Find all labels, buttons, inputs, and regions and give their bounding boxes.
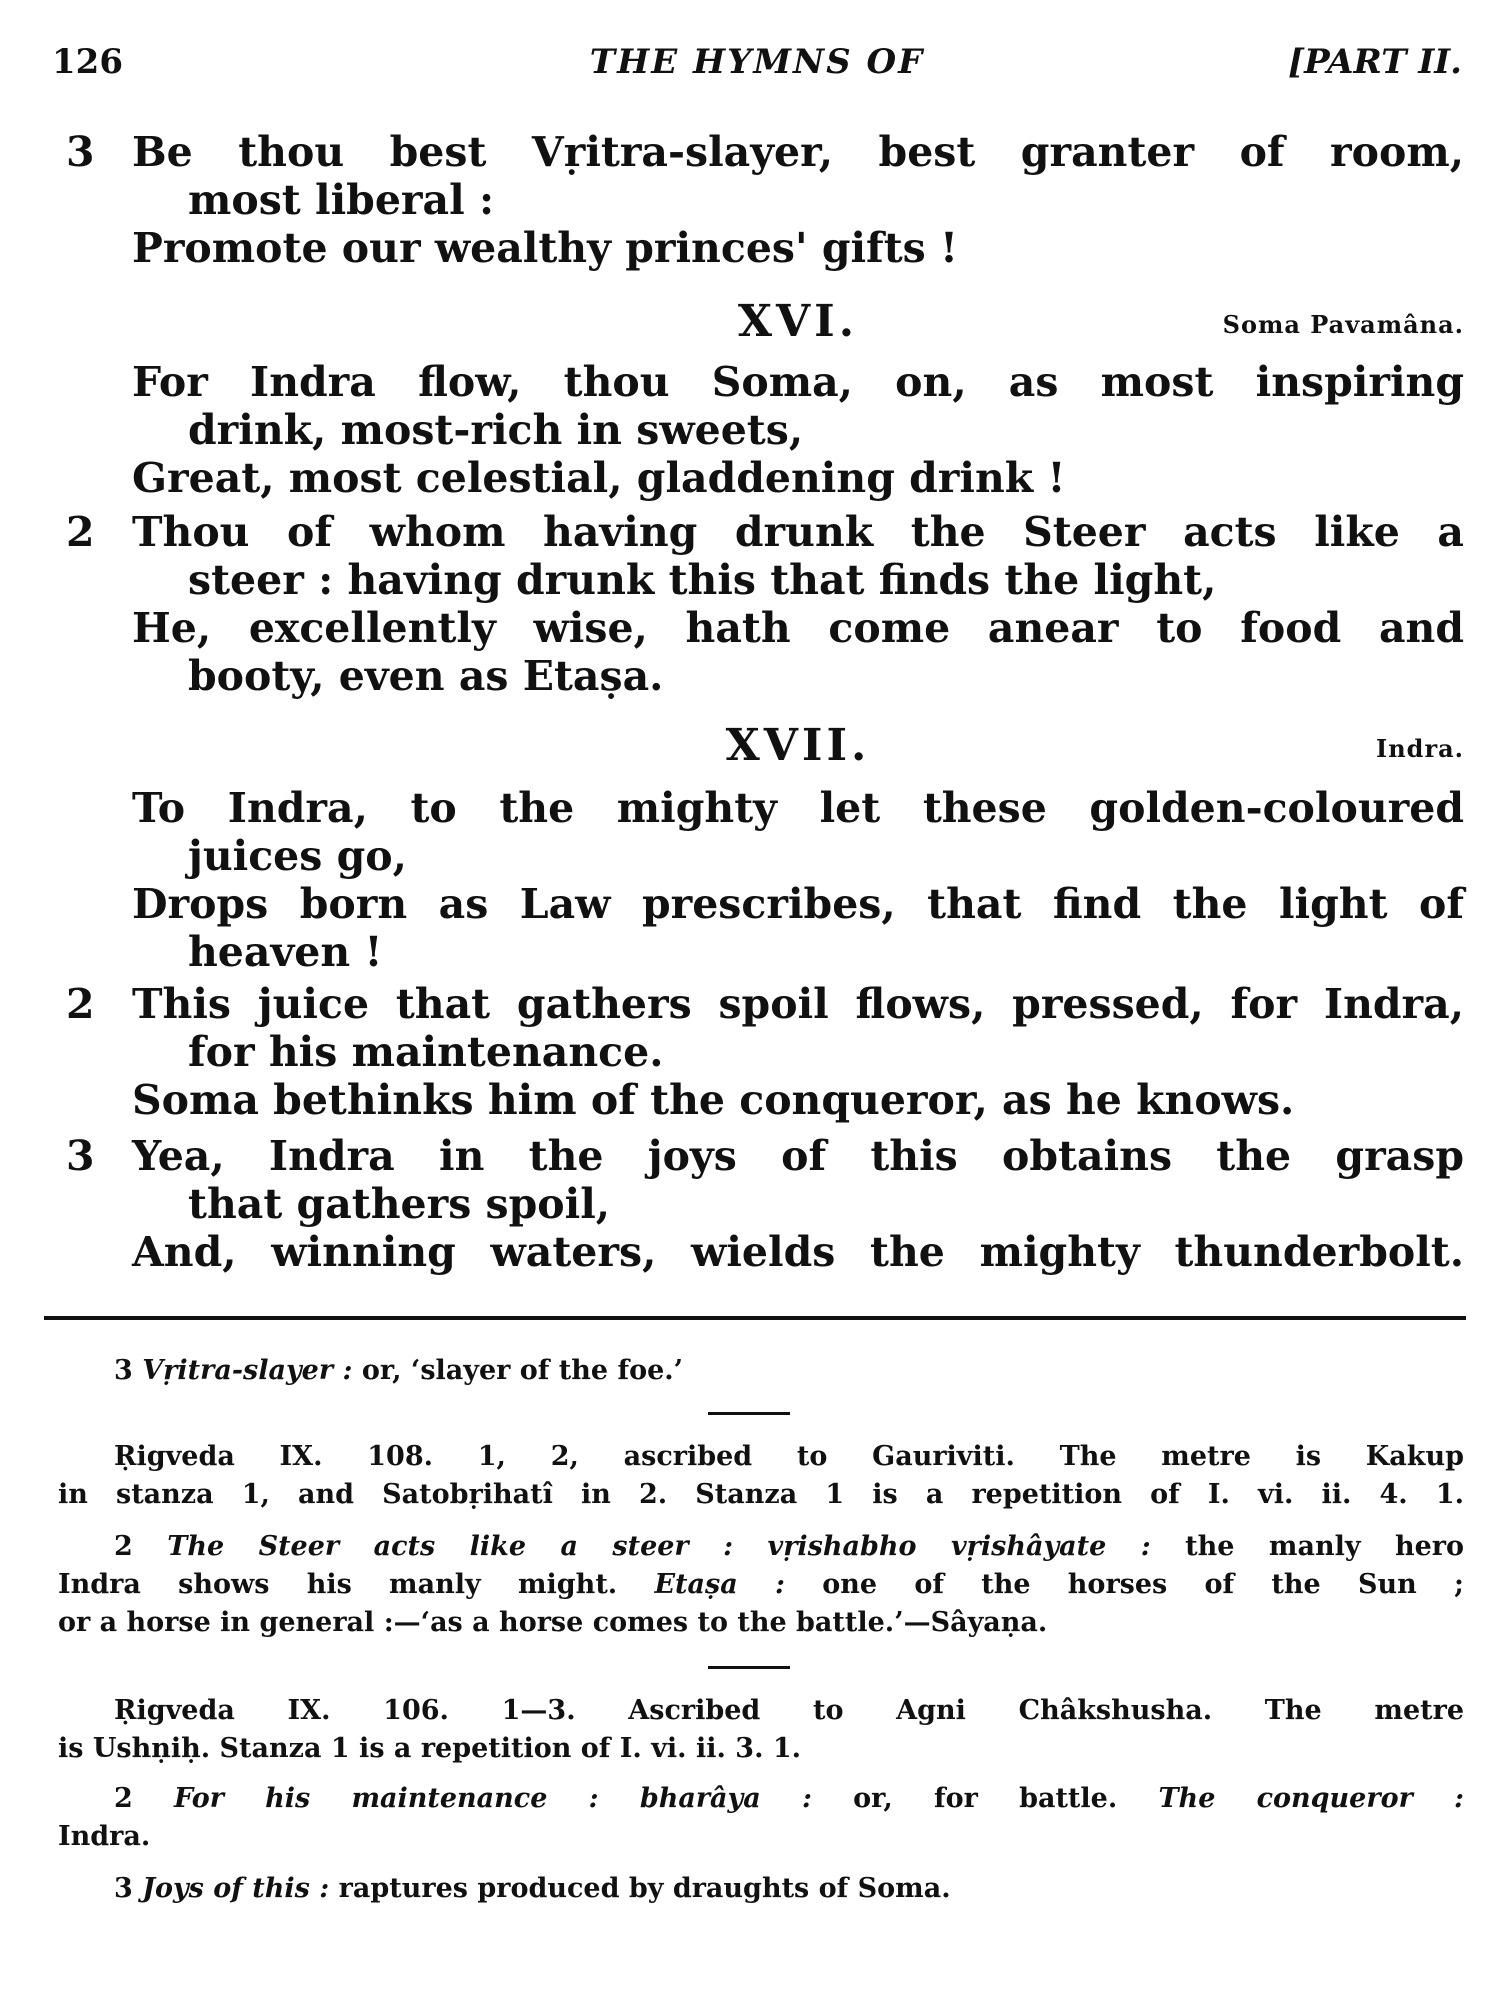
note-sanskrit: bharâya : [639, 1783, 812, 1814]
hymn-deity: Soma Pavamâna. [1222, 310, 1464, 339]
stanza-prev-3 [66, 128, 1464, 272]
verse-line-continuation: for his maintenance. [188, 1028, 664, 1076]
verse-line-continuation: that gathers spoil, [188, 1180, 611, 1228]
note-line: Indra. [58, 1821, 151, 1852]
note-term: For his maintenance : [174, 1783, 599, 1814]
note-number: 2 [114, 1531, 133, 1562]
verse-line-continuation: most liberal : [188, 176, 495, 224]
note-line: or a horse in general :—‘as a horse comes to the battle.’—Sâyaṇa. [58, 1607, 1048, 1638]
hymn-16-stanza-1 [66, 358, 1464, 502]
verse-line: Drops born as Law prescribes, that find the light of [132, 880, 1464, 928]
footnote-2 [58, 1438, 1464, 1514]
verse-line: Great, most celestial, gladdening drink ! [132, 454, 1066, 502]
verse-line: Be thou best Vṛitra-slayer, best granter of room, [132, 128, 1464, 176]
verse-line: Yea, Indra in the joys of this obtains the grasp [132, 1132, 1464, 1180]
note-text: the manly hero [1185, 1531, 1465, 1562]
verse-line: This juice that gathers spoil flows, pressed, for Indra, [132, 980, 1464, 1028]
verse-line: To Indra, to the mighty let these golden-coloured [132, 784, 1464, 832]
footnote-5 [58, 1780, 1464, 1856]
note-line: is Ushṇiḥ. Stanza 1 is a repetition of I. vi. ii. 3. 1. [58, 1733, 802, 1764]
hymn-17-stanza-1 [66, 784, 1464, 976]
hymn-numeral: XVII. [725, 720, 871, 771]
note-term: Vṛitra-slayer : [142, 1355, 353, 1386]
stanza-number: 2 [66, 508, 95, 556]
stanza-number: 3 [66, 128, 95, 176]
stanza-number: 3 [66, 1132, 95, 1180]
section-divider [708, 1666, 790, 1669]
footnote-6 [58, 1870, 1464, 1908]
note-line: Ṛigveda IX. 106. 1—3. Ascribed to Agni Châkshusha. The metre [114, 1695, 1464, 1726]
hymn-deity: Indra. [1375, 734, 1464, 763]
section-divider [708, 1412, 790, 1415]
note-sanskrit: vṛishabho vṛishâyate : [767, 1531, 1151, 1562]
hymn-17-stanza-2 [66, 980, 1464, 1124]
note-text: Indra shows his manly might. [58, 1569, 618, 1600]
hymn-numeral: XVI. [737, 296, 859, 347]
hymn-16-heading [132, 296, 1464, 348]
verse-line-continuation: steer : having drunk this that finds the light, [188, 556, 1217, 604]
verse-line-continuation: juices go, [188, 832, 407, 880]
running-header [52, 42, 1462, 92]
verse-line-continuation: booty, even as Etaṣa. [188, 652, 664, 700]
verse-line: Thou of whom having drunk the Steer acts like a [132, 508, 1464, 556]
note-number: 3 [114, 1355, 133, 1386]
footnote-1 [58, 1352, 1464, 1390]
page-number: 126 [52, 42, 123, 82]
verse-line: Soma bethinks him of the conqueror, as he knows. [132, 1076, 1295, 1124]
note-text: or, for battle. [853, 1783, 1118, 1814]
note-term: Etaṣa : [654, 1569, 785, 1600]
note-line: in stanza 1, and Satobṛihatî in 2. Stanza 1 is a repetition of I. vi. ii. 4. 1. [58, 1479, 1464, 1510]
note-number: 2 [114, 1783, 133, 1814]
verse-line: Promote our wealthy princes' gifts ! [132, 224, 958, 272]
hymn-17-heading [132, 720, 1464, 772]
note-line: Ṛigveda IX. 108. 1, 2, ascribed to Gauriviti. The metre is Kakup [114, 1441, 1464, 1472]
verse-line: For Indra flow, thou Soma, on, as most inspiring [132, 358, 1464, 406]
verse-line: And, winning waters, wields the mighty thunderbolt. [132, 1228, 1464, 1276]
note-term: The Steer acts like a steer : [167, 1531, 734, 1562]
running-title: THE HYMNS OF [589, 42, 925, 82]
footnote-3 [58, 1528, 1464, 1642]
part-label: [PART II. [1287, 42, 1462, 82]
verse-line-continuation: heaven ! [188, 928, 383, 976]
verse-line: He, excellently wise, hath come anear to food and [132, 604, 1464, 652]
note-text: one of the horses of the Sun ; [822, 1569, 1464, 1600]
note-text: raptures produced by draughts of Soma. [338, 1873, 951, 1904]
hymn-16-stanza-2 [66, 508, 1464, 700]
note-text: or, ‘slayer of the foe.’ [361, 1355, 684, 1386]
note-term: Joys of this : [142, 1873, 330, 1904]
verse-line-continuation: drink, most-rich in sweets, [188, 406, 804, 454]
footnote-4 [58, 1692, 1464, 1768]
note-term: The conqueror : [1158, 1783, 1464, 1814]
note-number: 3 [114, 1873, 133, 1904]
stanza-number: 2 [66, 980, 95, 1028]
footnote-divider [44, 1316, 1466, 1320]
hymn-17-stanza-3 [66, 1132, 1464, 1276]
